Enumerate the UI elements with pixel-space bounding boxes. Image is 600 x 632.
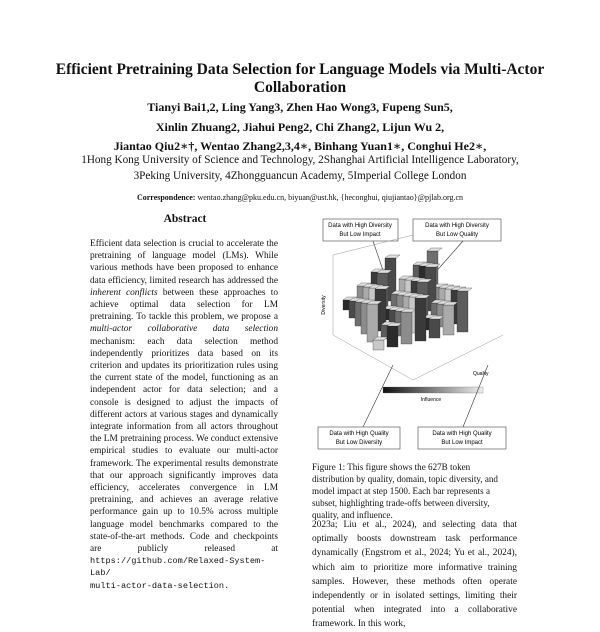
correspondence	[40, 193, 560, 202]
pointer-line-bottom-left	[363, 365, 393, 427]
svg-text:But Low Diversity: But Low Diversity	[335, 440, 383, 446]
code-link-line-2[interactable]: multi-actor-data-selection.	[90, 580, 230, 591]
axis-label-quality: Quality	[473, 371, 489, 377]
code-link-line-1[interactable]: https://github.com/Relaxed-System-Lab/	[90, 556, 266, 579]
svg-text:Data with High Quality: Data with High Quality	[329, 431, 389, 437]
bar-cluster	[343, 248, 472, 350]
abstract-body	[90, 238, 278, 592]
annotation-box-top-left	[323, 219, 398, 241]
bar-block-37	[401, 312, 412, 344]
author-list	[40, 98, 560, 157]
svg-text:Data with High Quality: Data with High Quality	[432, 431, 492, 437]
body-text-right: 2023a; Liu et al., 2024), and selecting data that optimally boosts downstream task performance dynamically (Engstrom et al., 2024; Yu et al., 2024), which aim to prioritize more informative training samples. However, these methods often operate independently or in isolated settings, limiting their potential when integrated into a collaborative framework. In this work,	[312, 520, 517, 630]
authors-line-1: Tianyi Bai1,2, Ling Yang3, Zhen Hao Wong3, Fupeng Sun5,	[147, 100, 453, 114]
bar-block-40	[443, 305, 454, 335]
correspondence-emails: wentao.zhang@pku.edu.cn, biyuan@ust.hk, {heconghui, qiujiantao}@pjlab.org.cn	[197, 193, 464, 202]
abstract-heading: Abstract	[163, 213, 207, 225]
figure-caption: Figure 1: This figure shows the 627B token distribution by quality, domain, topic diversity, and model impact at step 1500. Each bar represents a subset, highlighting trade-offs between diversity, quality, and influence.	[312, 462, 498, 520]
abstract-text-3: mechanism: each data selection method independently prioritizes data based on its criterion and updates its prioritization rules using the current state of the model, functioning as an independent actor for data selection; and a console is designed to adjust the impacts of different actors at various stages and dynamically integrate information from all actors throughout the LM pretraining process. We conduct extensive empirical studies to evaluate our multi-actor framework. The experimental results demonstrate that our approach significantly improves data efficiency, accelerates convergence in LM pretraining, and achieves an average relative performance gain up to 10.5% across multiple language model benchmarks compared to the state-of-the-art methods. Code and checkpoints are publicly released at	[90, 336, 278, 555]
bar-block-28	[367, 304, 378, 342]
annotation-box-top-right	[413, 219, 501, 241]
axis-label-influence: Influence	[420, 397, 442, 403]
bar-block-41	[457, 291, 468, 332]
paper-title: Efficient Pretraining Data Selection for Language Models via Multi-Actor Collaboration	[55, 61, 545, 96]
annotation-box-bottom-left	[318, 427, 400, 449]
axis-label-diversity: Diversity	[321, 295, 327, 315]
authors-line-2: Xinlin Zhuang2, Jiahui Peng2, Chi Zhang2, Lijun Wu 2,	[155, 119, 445, 134]
abstract-text-2: between these approaches to achieve optimal data selection for LM pretraining. To tackle this problem, we propose a	[90, 287, 278, 323]
abstract-emphasis-2: multi-actor collaborative data selection	[90, 324, 278, 335]
annotation-box-bottom-right	[418, 427, 506, 449]
bar-block-35	[373, 340, 384, 350]
bar-top-6	[427, 248, 442, 251]
figure-3d-bar-chart	[313, 215, 513, 455]
affiliations	[40, 152, 560, 184]
bar-block-36	[387, 326, 398, 347]
bar-block-39	[429, 319, 440, 338]
svg-text:Data with High Diversity: Data with High Diversity	[328, 223, 392, 229]
abstract-text-1: Efficient data selection is crucial to accelerate the pretraining of language model (LMs). While various methods have been proposed to enhance data efficiency, limited research has addressed the	[90, 239, 278, 286]
svg-text:But Low Impact: But Low Impact	[339, 232, 381, 238]
svg-text:But Low Quality: But Low Quality	[435, 232, 479, 238]
influence-colorbar	[383, 387, 483, 393]
affiliation-line-2: 3Peking University, 4Zhongguancun Academy, 5Imperial College London	[133, 170, 467, 182]
svg-text:But Low Impact: But Low Impact	[441, 440, 483, 446]
bar-top-3	[385, 255, 400, 258]
abstract-emphasis-1: inherent conflicts	[90, 287, 158, 298]
authors-line-3: Jiantao Qiu2∗†, Wentao Zhang2,3,4∗, Binhang Yuan1∗, Conghui He2∗,	[113, 139, 487, 153]
correspondence-label: Correspondence:	[136, 193, 196, 202]
svg-text:Data with High Diversity: Data with High Diversity	[425, 223, 489, 229]
bar-block-38	[415, 298, 426, 341]
affiliation-line-1: 1Hong Kong University of Science and Technology, 2Shanghai Artificial Intelligence Laboratory,	[81, 154, 519, 166]
